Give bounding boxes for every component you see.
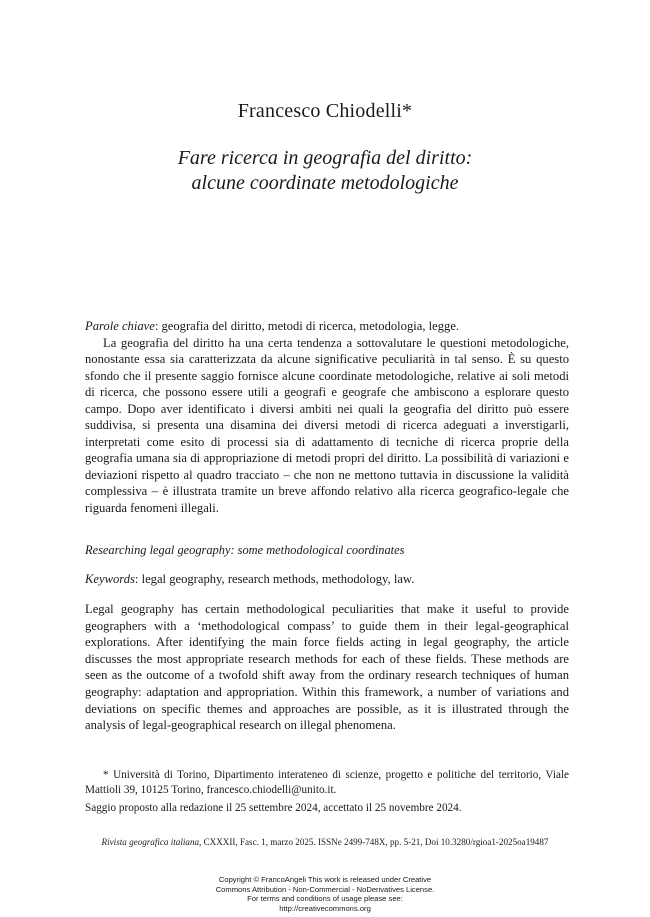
citation-details: , CXXXII, Fasc. 1, marzo 2025. ISSNe 2499-748X, pp. 5-21, Doi 10.3280/rgioa1-2025oa19487 [199, 837, 549, 847]
footnote-dates: Saggio proposto alla redazione il 25 settembre 2024, accettato il 25 novembre 2024. [85, 802, 462, 814]
license-url: http://creativecommons.org [279, 903, 371, 913]
license-line-1: Copyright © FrancoAngeli This work is released under Creative [218, 875, 432, 884]
article-title-line-2: alcune coordinate metodologiche [191, 172, 459, 194]
author-name: Francesco Chiodelli* [237, 100, 413, 122]
keywords-italian-text: : geografia del diritto, metodi di ricerca, metodologia, legge. [154, 319, 460, 333]
article-title-line-1: Fare ricerca in geografia del diritto: [177, 147, 473, 169]
keywords-italian-label: Parole chiave [85, 319, 155, 333]
keywords-english-label: Keywords [85, 572, 135, 586]
article-title [0, 146, 650, 196]
license-notice [0, 875, 650, 913]
keywords-english-text: : legal geography, research methods, methodology, law. [134, 572, 415, 586]
abstract-english-body: Legal geography has certain methodological peculiarities that make it useful to provide geographers with a ‘methodological compass’ to guide them in their legal-geographical explorations. After identifying the main force fields acting in legal geography, the article discusses the most appropriate research methods for each of these fields. These methods are seen as the outcome of a twofold shift away from the ordinary research techniques of human geography: adaptation and appropriation. Within this framework, a number of variations and deviations on specific themes and approaches are possible, as it is illustrated through the analysis of legal-geographical research on illegal phenomena. [85, 602, 569, 733]
license-line-3: For terms and conditions of usage please see: [247, 894, 403, 904]
abstract-italian [85, 318, 569, 517]
journal-citation [0, 837, 650, 847]
footnote-affiliation: * Università di Torino, Dipartimento interateneo di scienze, progetto e politiche del territorio, Viale Mattioli 39, 10125 Torino, francesco.chiodelli@unito.it. [85, 769, 569, 796]
keywords-italian [85, 318, 569, 335]
abstract-italian-body: La geografia del diritto ha una certa tendenza a sottovalutare le questioni metodologiche, nonostante essa sia caratterizzata da alcune significative peculiarità in tal senso. È su questo sfondo che il presente saggio fornisce alcune coordinate metodologiche, relative ai soli metodi di ricerca, che possono essere utili a geografi e geografe che ambiscono a esplorare questo campo. Dopo aver identificato i diversi ambiti nei quali la geografia del diritto può essere suddivisa, si presenta una disamina dei diversi metodi di ricerca adeguati a inverstigarli, interpretati come esito di processi sia di adattamento di tecniche di ricerca proprie della geografia umana sia di appropriazione di metodi propri del diritto. La possibilità di variazioni e deviazioni rispetto al quadro tracciato – che non ne mettono tuttavia in discussione la validità complessiva – è illustrata tramite un breve affondo relativo alla ricerca geografico-legale che riguarda fenomeni illegali. [85, 335, 569, 516]
keywords-english [85, 572, 569, 587]
english-title: Researching legal geography: some methodological coordinates [85, 543, 405, 557]
journal-name: Rivista geografica italiana [101, 837, 200, 847]
license-line-2: Commons Attribution - Non-Commercial - NoDerivatives License. [215, 884, 435, 894]
footnote [85, 768, 569, 816]
